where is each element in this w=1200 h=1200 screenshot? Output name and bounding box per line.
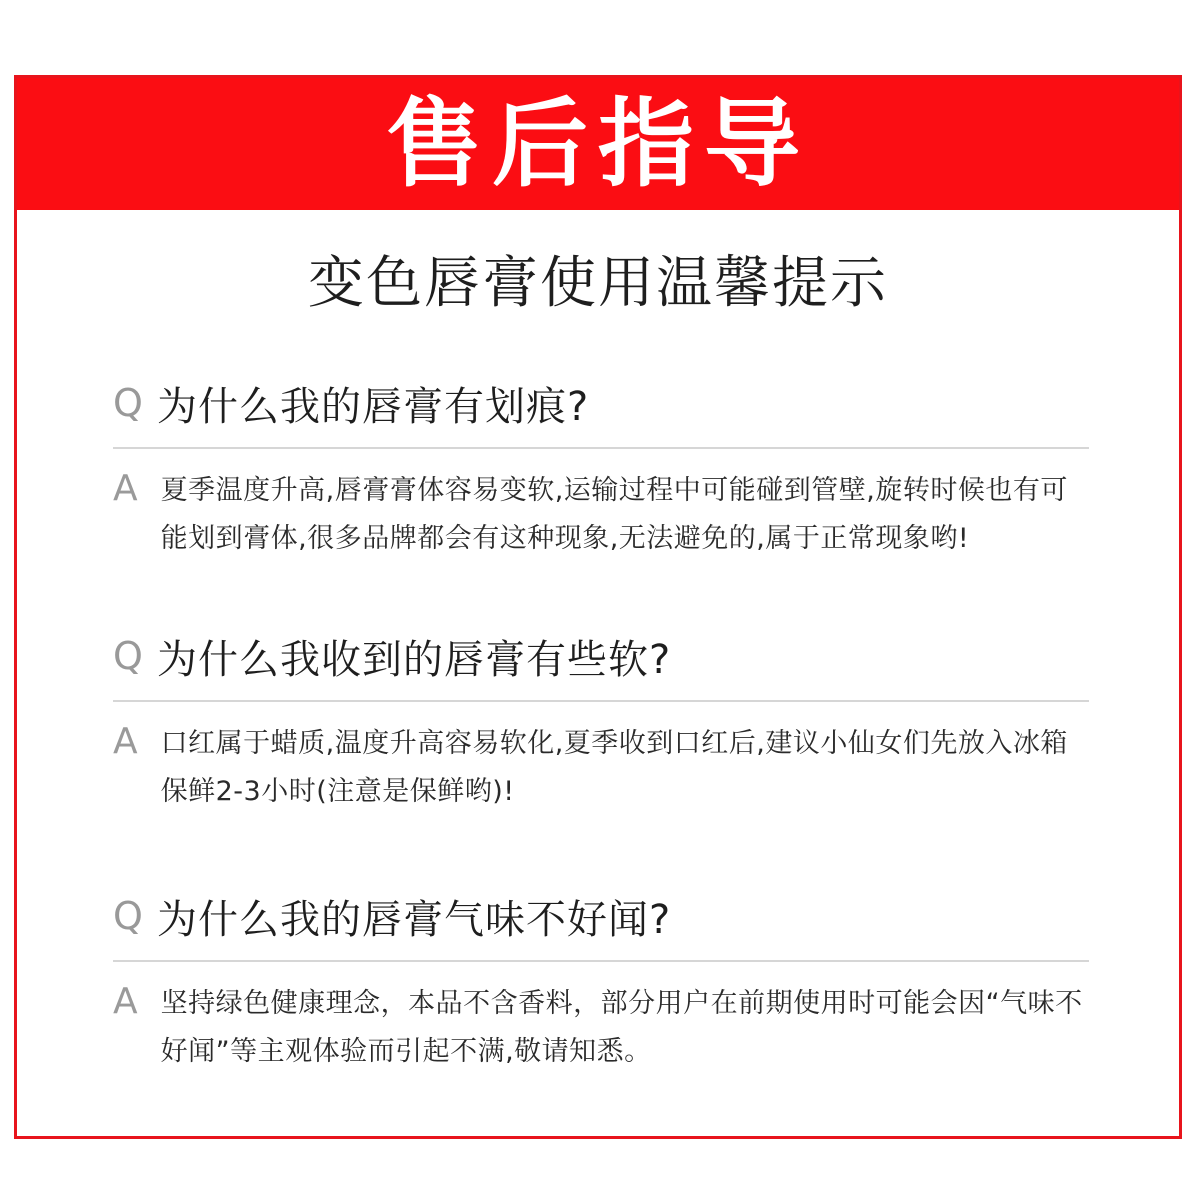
question-text: 为什么我的唇膏气味不好闻? [157,896,672,943]
question-row [113,626,1093,686]
after-sales-card [14,75,1182,1139]
answer-text: 夏季温度升高,唇膏膏体容易变软,运输过程中可能碰到管壁,旋转时候也有可能划到膏体,很多品牌都会有这种现象,无法避免的,属于正常现象哟! [160,475,1068,554]
answer-row [113,720,1093,816]
section-subtitle: 变色唇膏使用温馨提示 [308,251,888,316]
answer-mark: A [113,468,138,509]
divider [113,700,1089,702]
qa-item [113,626,1093,816]
question-text: 为什么我的唇膏有划痕? [157,383,590,430]
answer-mark: A [113,981,138,1022]
question-row [113,373,1093,433]
question-mark: Q [113,381,143,425]
answer-text: 口红属于蜡质,温度升高容易软化,夏季收到口红后,建议小仙女们先放入冰箱保鲜2-3小时(注意是保鲜哟)! [160,728,1068,807]
question-row [113,886,1093,946]
answer-row [113,980,1093,1076]
question-mark: Q [113,894,143,938]
qa-item [113,886,1093,1076]
answer-row [113,467,1093,563]
header-banner [17,78,1179,210]
answer-text: 坚持绿色健康理念，本品不含香料，部分用户在前期使用时可能会因“气味不好闻”等主观体验而引起不满,敬请知悉。 [160,988,1083,1067]
page-title: 售后指导 [386,88,810,200]
qa-item [113,373,1093,563]
divider [113,960,1089,962]
question-mark: Q [113,634,143,678]
question-text: 为什么我收到的唇膏有些软? [157,636,672,683]
divider [113,447,1089,449]
answer-mark: A [113,721,138,762]
